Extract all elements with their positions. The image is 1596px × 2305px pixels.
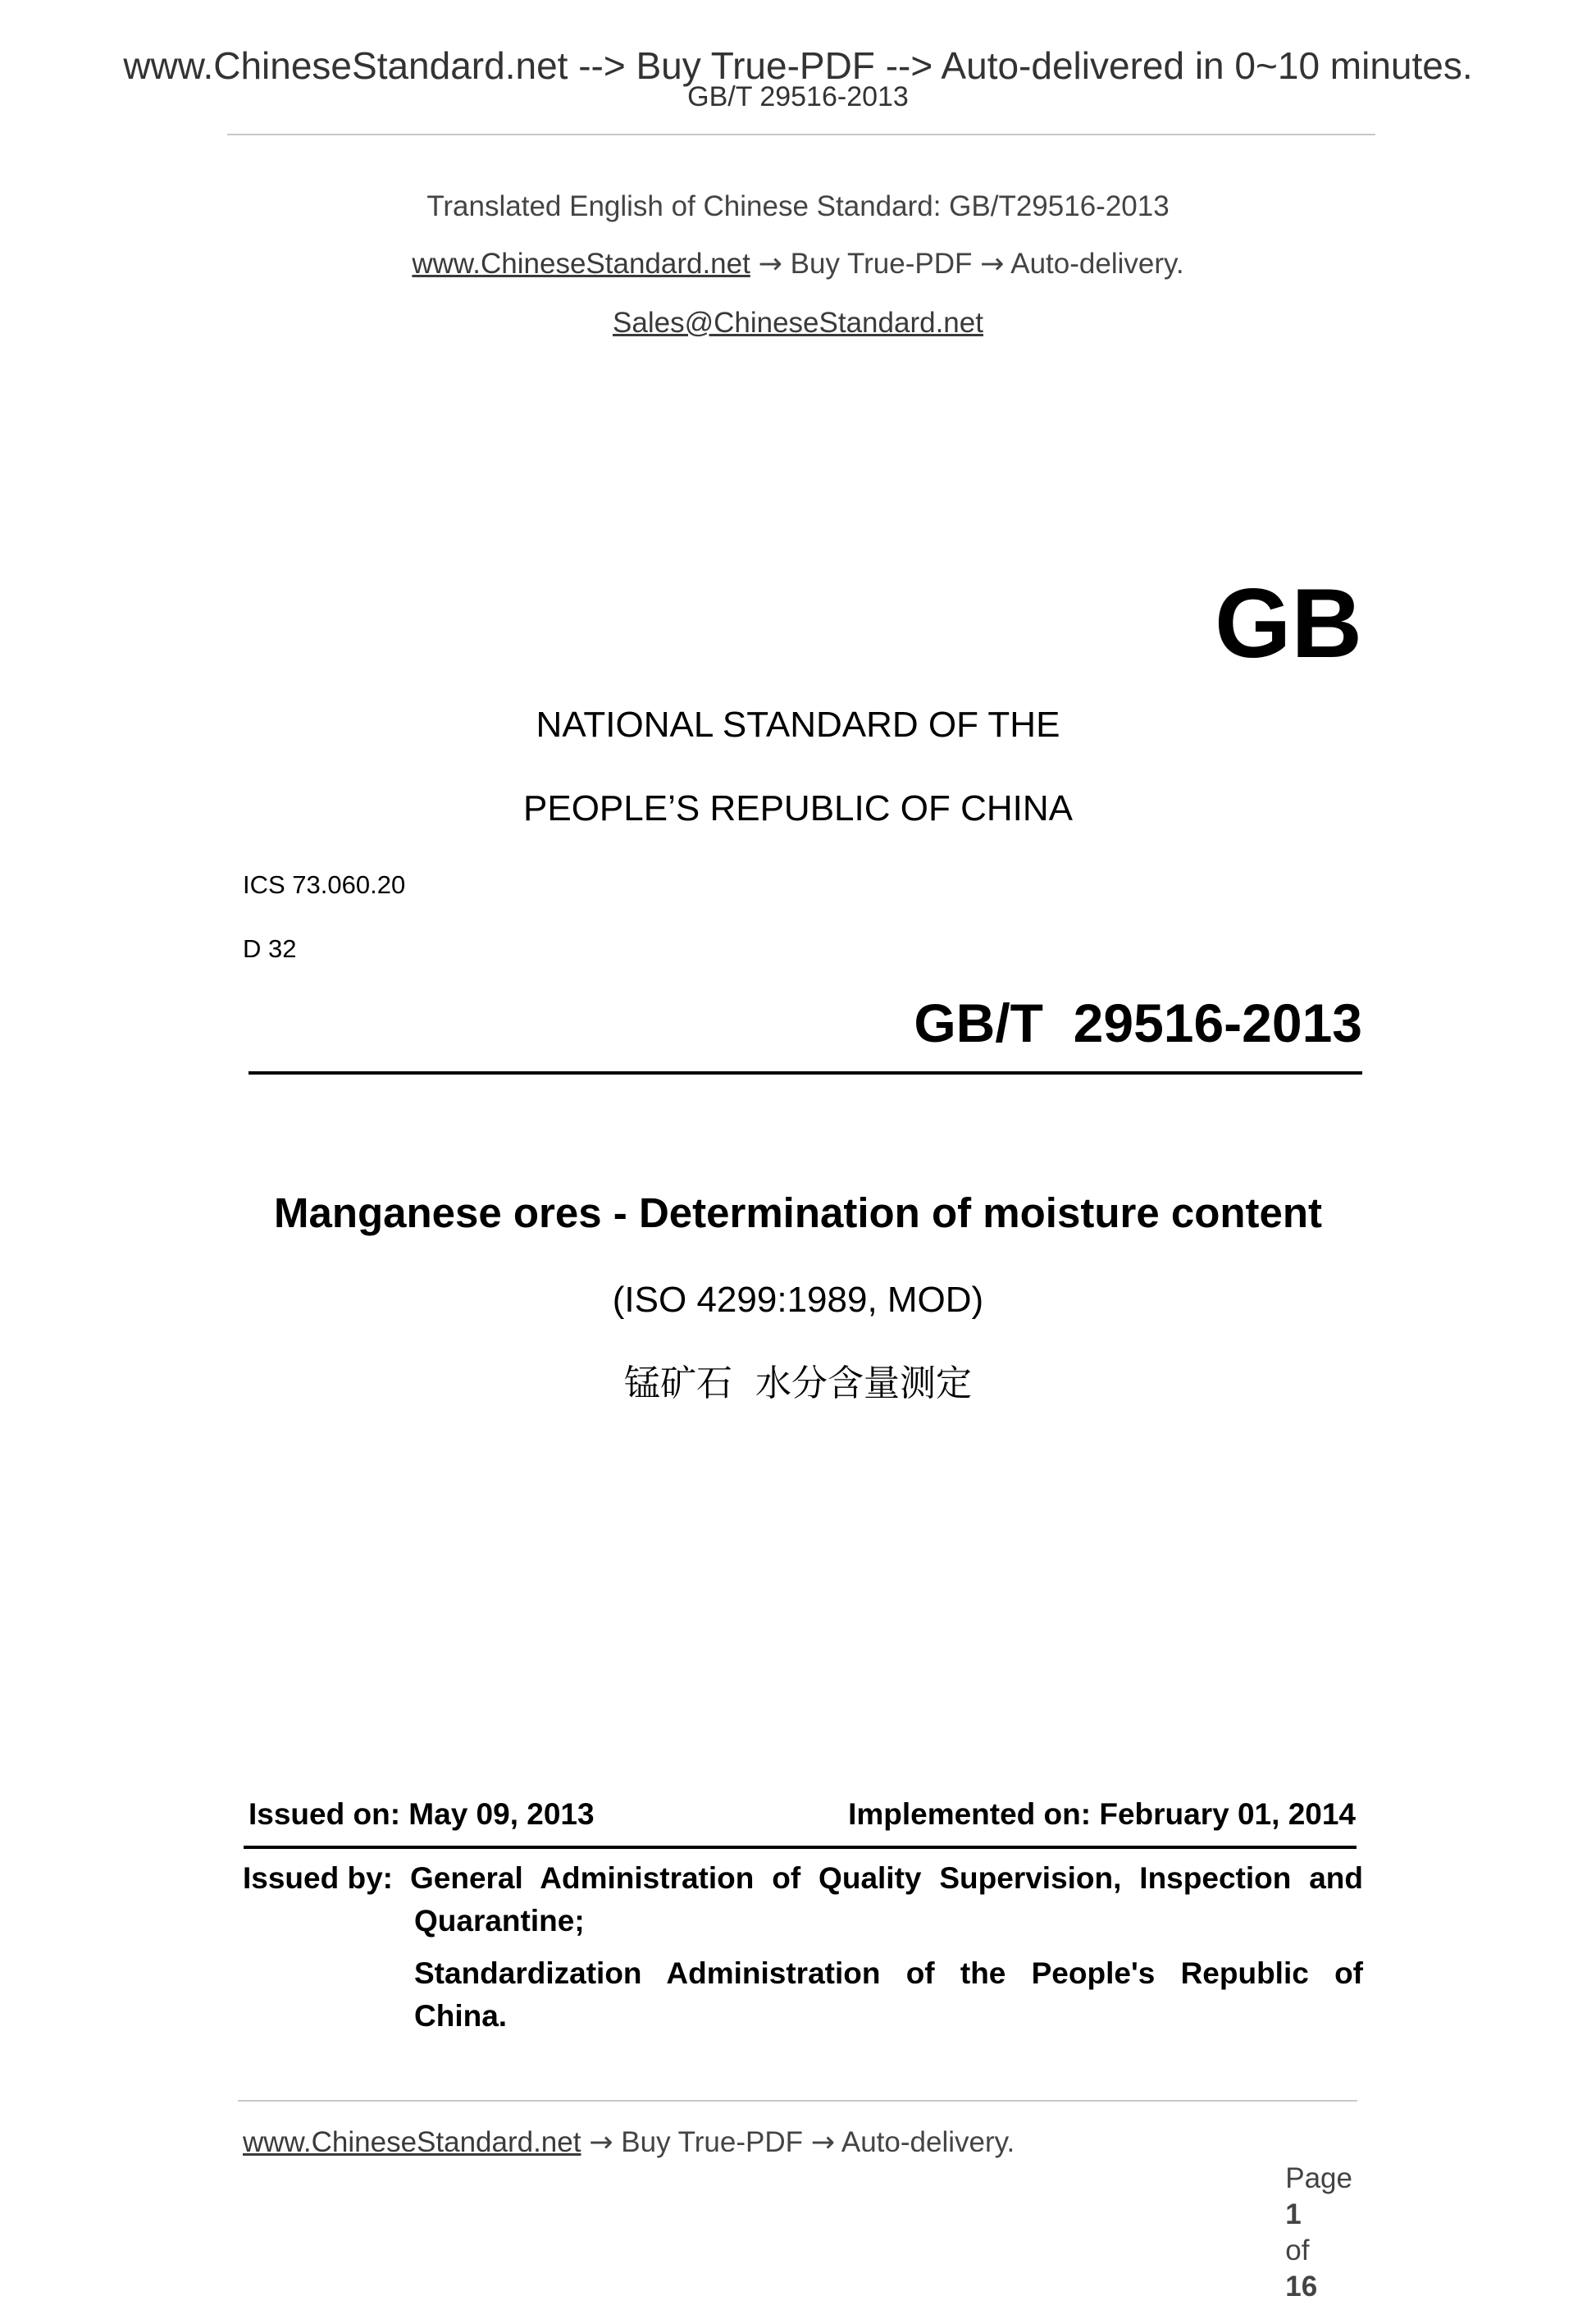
header-doc-code: GB/T 29516-2013 [687,81,909,112]
standard-number: GB/T 29516-2013 [914,993,1362,1053]
issued-date: Issued on: May 09, 2013 [249,1797,595,1831]
arrow-right-icon: → [810,2126,836,2159]
dates-rule [244,1846,1357,1849]
of-label: of [1285,2234,1310,2266]
footer-buy-text: Buy True-PDF [621,2126,803,2158]
translation-title: Translated English of Chinese Standard: GB/T29516-2013 [426,190,1170,222]
footer-site-link[interactable]: www.ChineseStandard.net [243,2126,581,2158]
gb-logo: GB [1215,568,1362,678]
issuer-org1-line1: General Administration of Quality Supervision, Inspection and [410,1861,1363,1895]
arrow-right-icon: → [758,248,782,281]
arrow-right-icon: → [980,248,1005,281]
adoption-note: (ISO 4299:1989, MOD) [612,1280,984,1320]
auto-delivery-text: Auto-delivery. [1010,248,1184,280]
page-number: 1 [1285,2198,1302,2230]
footer-links [243,2125,1015,2161]
header-divider [227,134,1375,135]
implemented-date: Implemented on: February 01, 2014 [848,1797,1356,1831]
buy-true-pdf-text: Buy True-PDF [790,248,973,280]
standard-number-rule [249,1071,1362,1075]
site-link[interactable]: www.ChineseStandard.net [412,248,750,280]
page-total: 16 [1285,2271,1318,2303]
national-standard-line1: NATIONAL STANDARD OF THE [536,705,1060,745]
translation-links [0,246,1596,282]
footer-auto-text: Auto-delivery. [841,2126,1015,2158]
ccs-code: D 32 [243,934,297,963]
issuer-org1-line2: Quarantine; [414,1904,585,1938]
email-row [0,305,1596,341]
chinese-title: 锰矿石 水分含量测定 [624,1362,972,1404]
issuer-org2-line2: China. [414,1999,508,2033]
arrow-right-icon: → [589,2126,613,2159]
issuer-org2-line1: Standardization Administration of the People's Republic of [414,1956,1363,1990]
ics-code: ICS 73.060.20 [243,870,406,899]
footer-divider [238,2100,1357,2102]
page-label: Page [1285,2162,1352,2194]
sales-email-link[interactable]: Sales@ChineseStandard.net [613,307,983,339]
page-indicator [1270,2125,1352,2305]
issued-by-label: Issued by: [243,1861,393,1895]
english-title: Manganese ores - Determination of moisture content [273,1189,1323,1236]
top-banner: www.ChineseStandard.net --> Buy True-PDF --> Auto-delivered in 0~10 minutes. [123,44,1473,87]
national-standard-line2: PEOPLE’S REPUBLIC OF CHINA [523,788,1073,828]
